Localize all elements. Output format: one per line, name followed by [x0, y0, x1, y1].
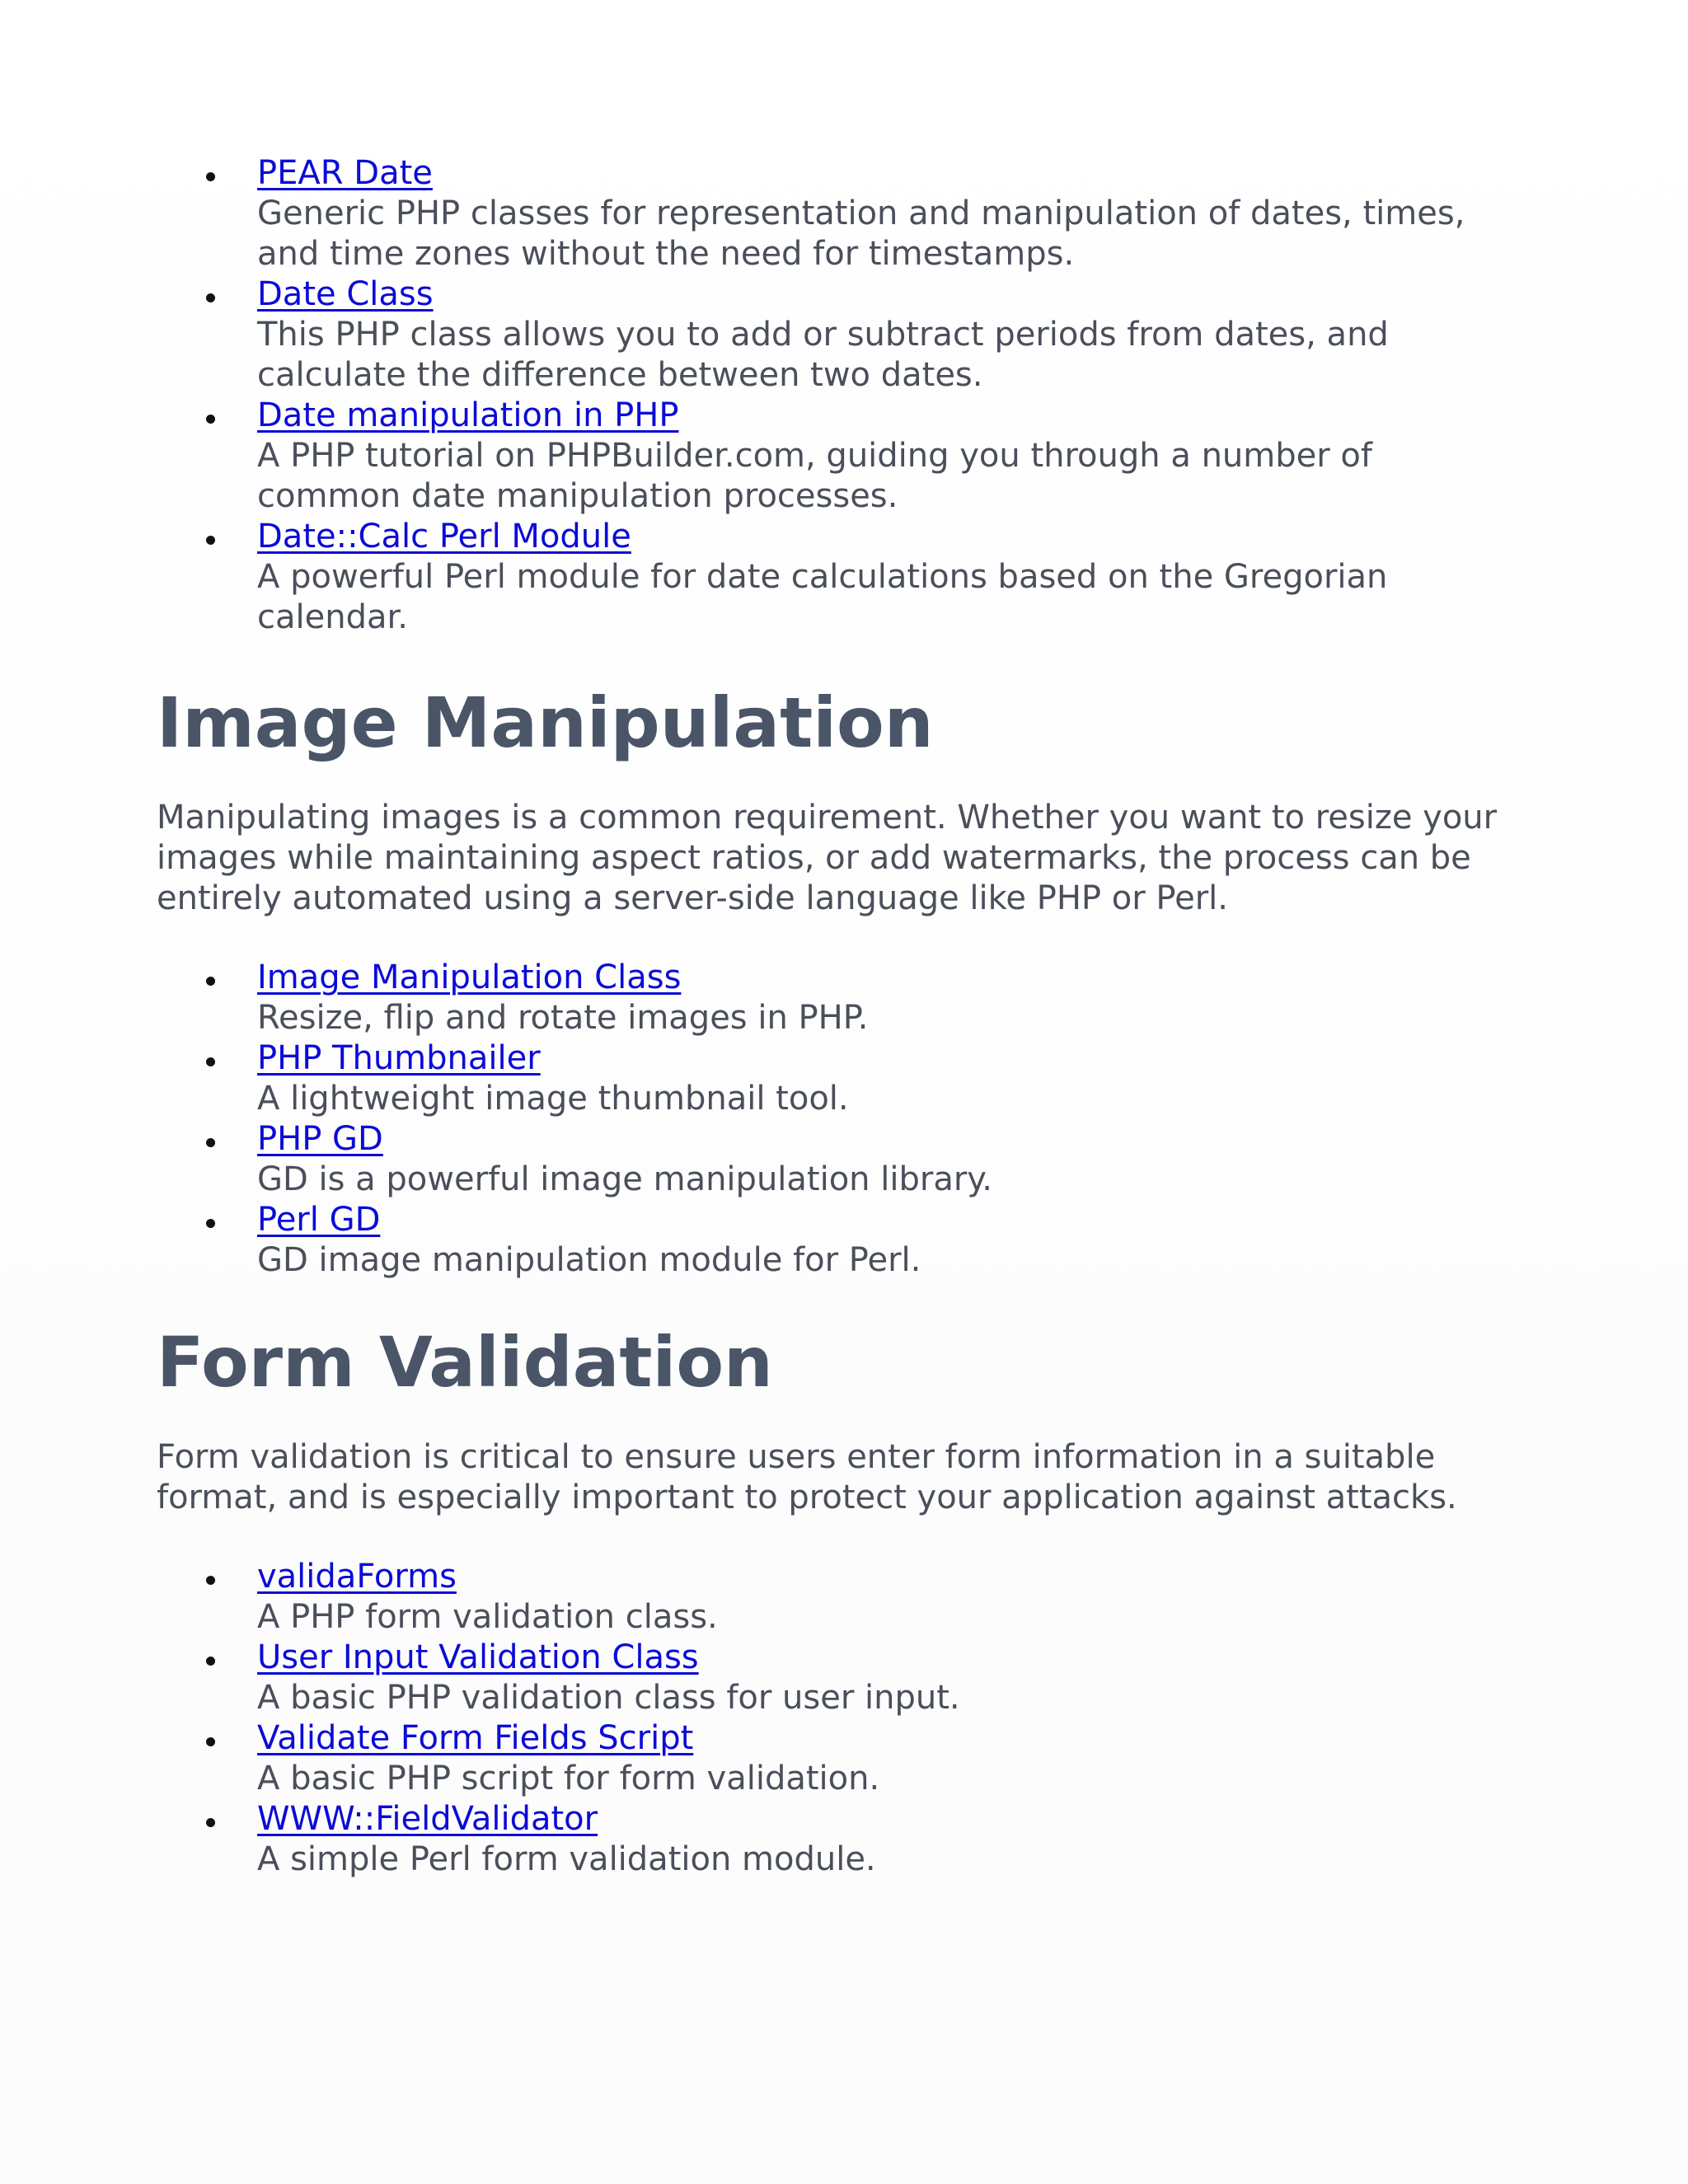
resource-description: A PHP tutorial on PHPBuilder.com, guiding you through a number of common date manipulation processes. — [257, 437, 1372, 515]
resource-link-validate-form-fields-script[interactable]: Validate Form Fields Script — [257, 1719, 694, 1757]
resource-description: A lightweight image thumbnail tool. — [257, 1080, 849, 1118]
resource-link-php-gd[interactable]: PHP GD — [257, 1120, 383, 1158]
resource-link-php-thumbnailer[interactable]: PHP Thumbnailer — [257, 1039, 541, 1077]
resource-description: A powerful Perl module for date calculations based on the Gregorian calendar. — [257, 558, 1388, 636]
image-resources-list — [157, 958, 992, 1281]
resource-link-perl-gd[interactable]: Perl GD — [257, 1201, 381, 1239]
list-item — [157, 1718, 960, 1799]
resource-description: A PHP form validation class. — [257, 1598, 718, 1636]
resource-description: Generic PHP classes for representation and manipulation of dates, times, and time zones without the need for timestamps. — [257, 194, 1465, 273]
list-item — [157, 1119, 992, 1200]
form-resources-list — [157, 1557, 960, 1880]
bullet-icon — [206, 1818, 215, 1827]
resource-description: GD is a powerful image manipulation library. — [257, 1160, 992, 1198]
bullet-icon — [206, 977, 215, 986]
list-item — [157, 396, 1477, 517]
form-validation-heading: Form Validation — [157, 1322, 773, 1403]
resource-link-image-manipulation-class[interactable]: Image Manipulation Class — [257, 958, 682, 996]
resource-description: Resize, flip and rotate images in PHP. — [257, 999, 869, 1037]
bullet-icon — [206, 1219, 215, 1228]
resource-link-date-manipulation-php[interactable]: Date manipulation in PHP — [257, 396, 679, 434]
bullet-icon — [206, 1576, 215, 1585]
resource-link-user-input-validation-class[interactable]: User Input Validation Class — [257, 1638, 699, 1676]
list-item — [157, 958, 992, 1038]
list-item — [157, 1200, 992, 1281]
resource-link-date-class[interactable]: Date Class — [257, 275, 434, 313]
image-manipulation-intro: Manipulating images is a common requirement. Whether you want to resize your images while maintaining aspect ratios, or add watermarks, the process can be entirely automated using a server-side language like PHP or Perl. — [157, 799, 1498, 917]
bullet-icon — [206, 293, 215, 302]
list-item — [157, 1038, 992, 1119]
list-item — [157, 517, 1477, 638]
resource-link-validaforms[interactable]: validaForms — [257, 1558, 457, 1596]
bullet-icon — [206, 1057, 215, 1066]
resource-description: A basic PHP script for form validation. — [257, 1760, 880, 1797]
bullet-icon — [206, 172, 215, 181]
bullet-icon — [206, 536, 215, 545]
list-item — [157, 274, 1477, 396]
bullet-icon — [206, 1657, 215, 1666]
list-item — [157, 1557, 960, 1638]
bullet-icon — [206, 1138, 215, 1147]
resource-description: A basic PHP validation class for user input. — [257, 1679, 960, 1717]
form-validation-intro: Form validation is critical to ensure users enter form information in a suitable format, and is especially important to protect your application against attacks. — [157, 1438, 1457, 1516]
resource-description: A simple Perl form validation module. — [257, 1840, 876, 1878]
bullet-icon — [206, 415, 215, 424]
bullet-icon — [206, 1737, 215, 1746]
resource-description: This PHP class allows you to add or subtract periods from dates, and calculate the difference between two dates. — [257, 316, 1389, 394]
resource-link-www-fieldvalidator[interactable]: WWW::FieldValidator — [257, 1800, 598, 1838]
date-resources-list — [157, 153, 1477, 638]
list-item — [157, 1799, 960, 1880]
resource-link-date-calc-perl[interactable]: Date::Calc Perl Module — [257, 518, 631, 555]
list-item — [157, 1638, 960, 1718]
image-manipulation-heading: Image Manipulation — [157, 682, 934, 763]
resource-link-pear-date[interactable]: PEAR Date — [257, 154, 433, 192]
resource-description: GD image manipulation module for Perl. — [257, 1241, 921, 1279]
list-item — [157, 153, 1477, 274]
